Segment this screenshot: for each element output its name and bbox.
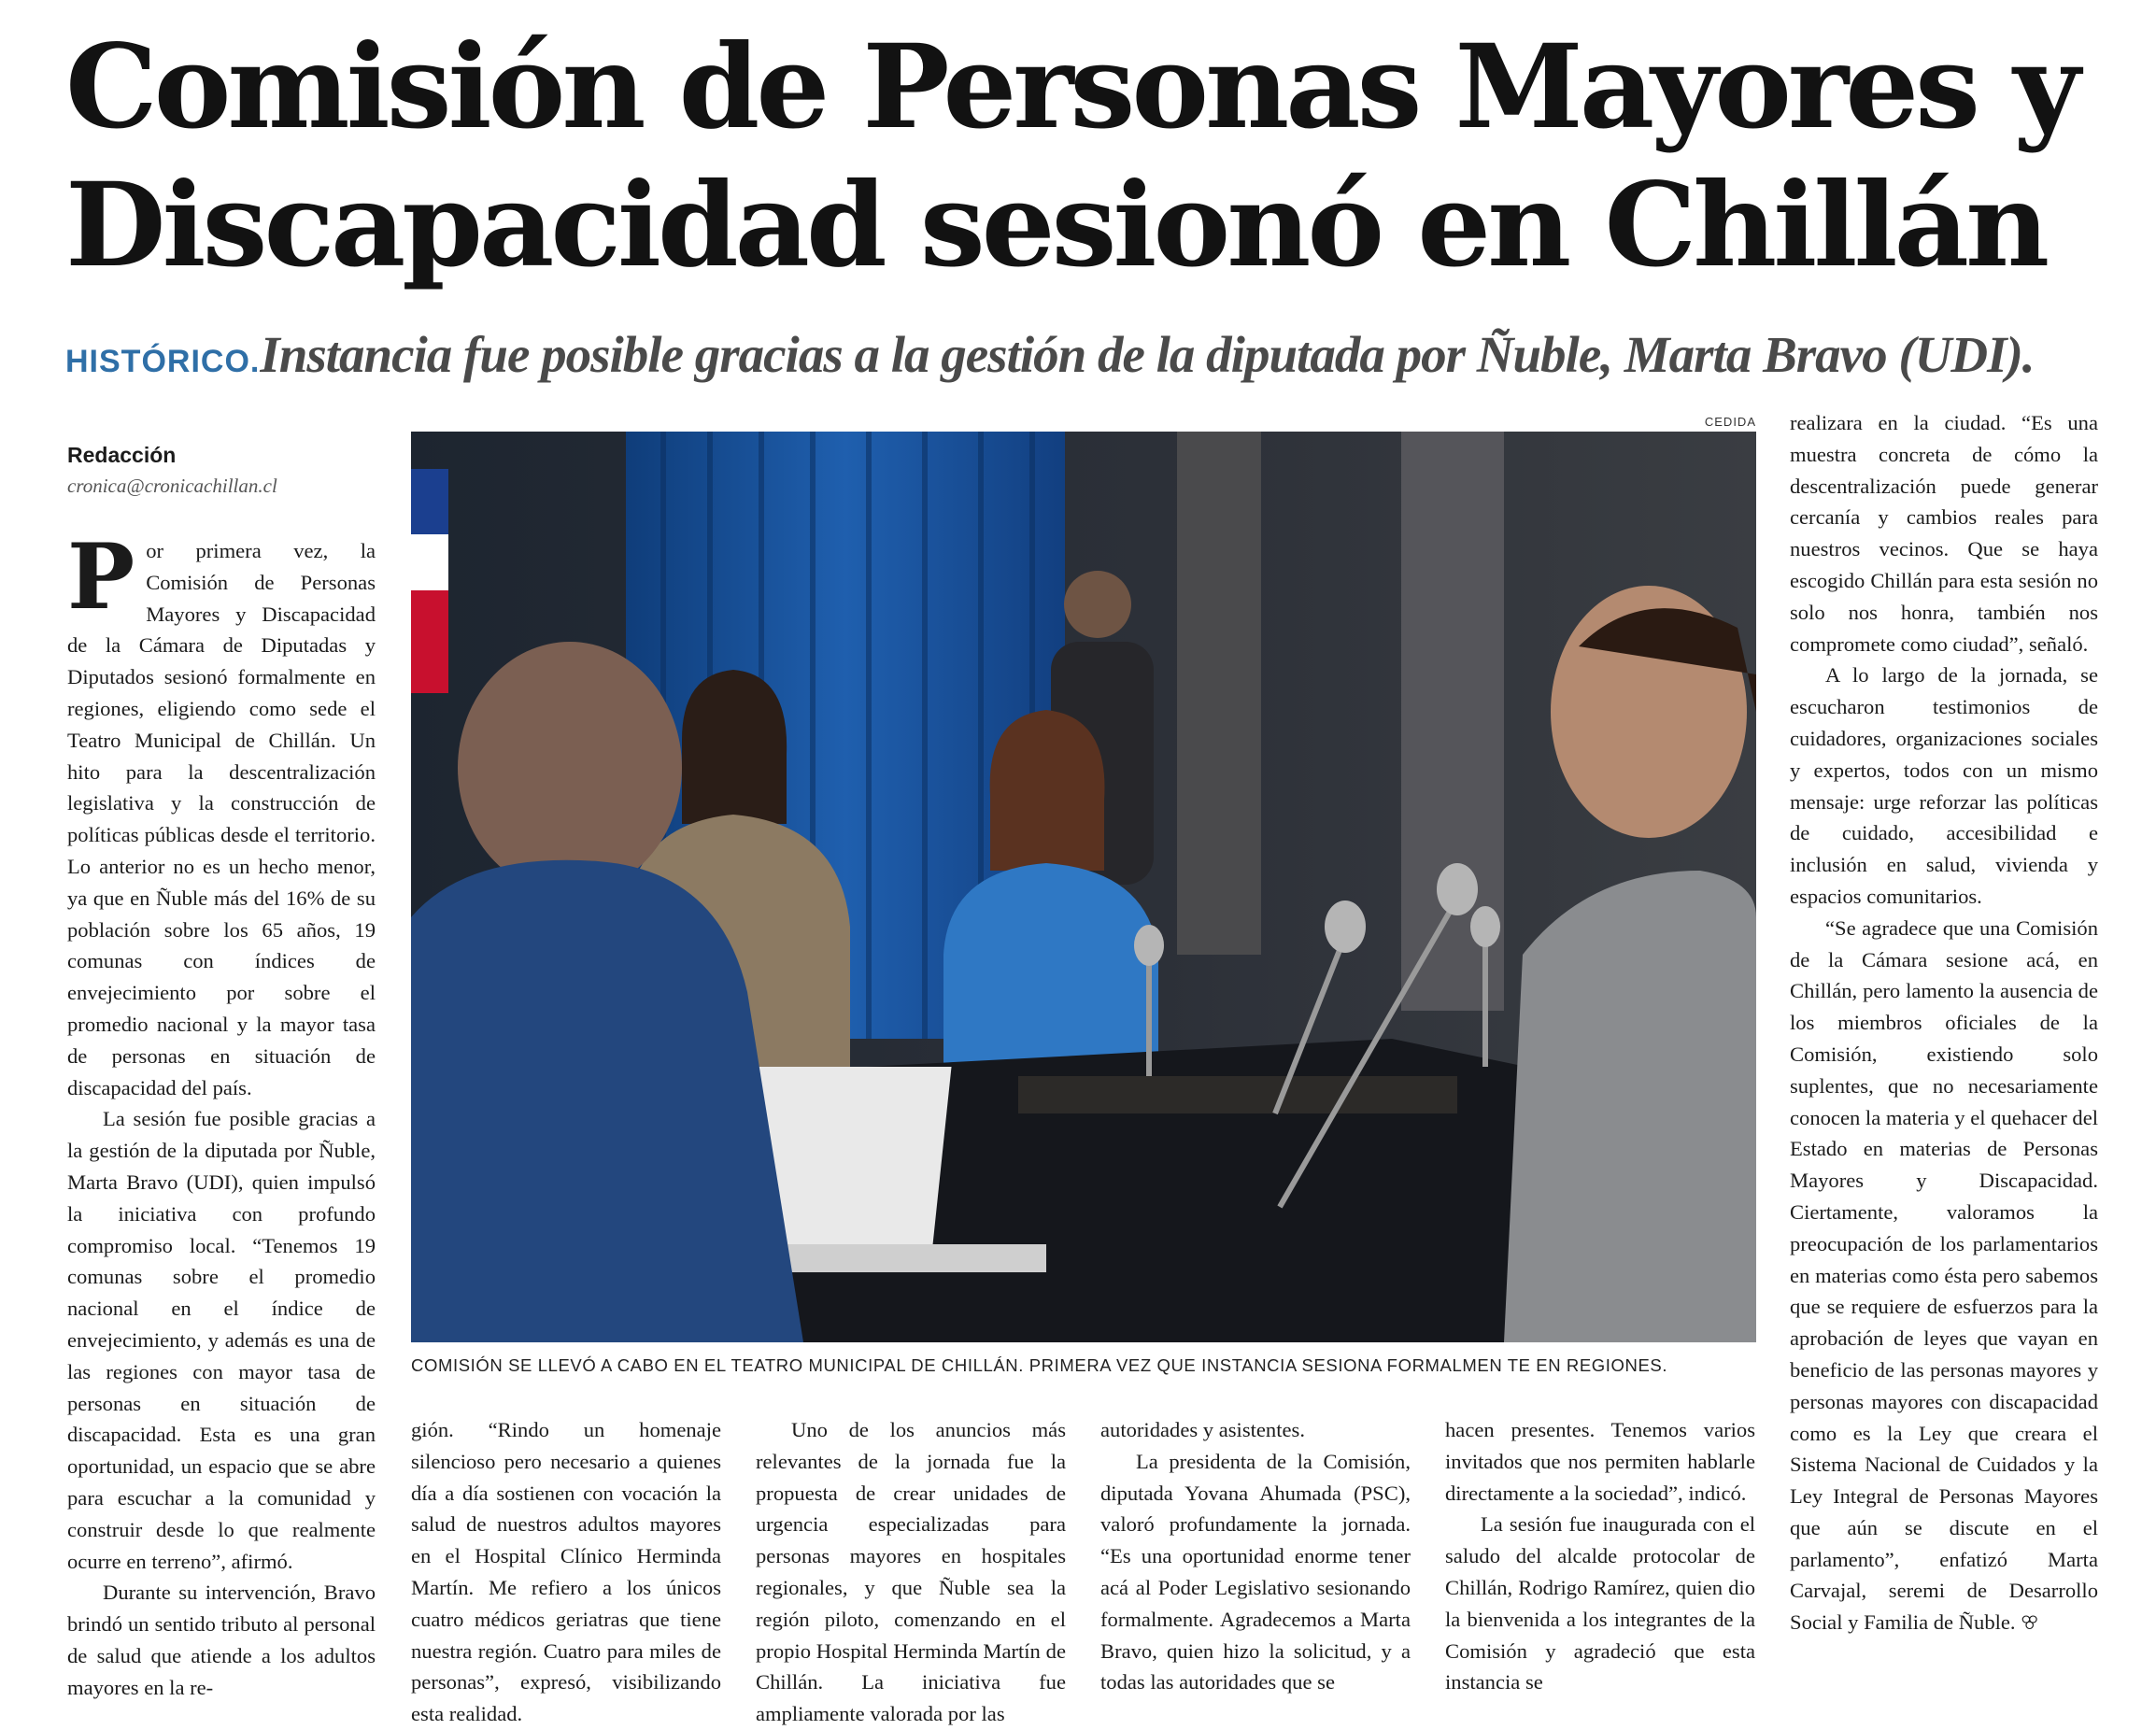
photo-credit: CEDIDA	[1704, 415, 1756, 429]
drop-cap: P	[67, 524, 135, 630]
paragraph: Durante su intervención, Bravo brindó un sentido tributo al personal de salud que atiende a los adultos mayores en la re-	[67, 1581, 376, 1699]
deck	[65, 322, 2121, 394]
article-column-5	[1445, 1414, 1755, 1713]
article-column-2	[411, 1414, 721, 1726]
paragraph: realizara en la ciudad. “Es una muestra concreta de cómo la descentralización puede generar cercanía y cambios reales para nuestros vecinos. Que se haya escogido Chillán para esta sesión no solo nos honra, también nos compromete como ciudad”, señaló.	[1790, 411, 2098, 656]
kicker: HISTÓRICO.	[65, 344, 261, 379]
byline-name: Redacción	[67, 443, 177, 467]
paragraph: hacen presentes. Tenemos varios invitados que nos permiten hablarle directamente a la sociedad”, indicó.	[1445, 1418, 1755, 1505]
paragraph-text: or primera vez, la Comisión de Personas Mayores y Discapacidad de la Cámara de Diputadas y Diputados sesionó formalmente en regiones, eligiendo como sede el Teatro Municipal de Chillán. Un hito para la descentralización legislativa y la construcción de políticas públicas desde el territorio. Lo anterior no es un hecho menor, ya que en Ñuble más del 16% de su población sobre los 65 años, 19 comunas con índices de envejecimiento por sobre el promedio nacional y la mayor tasa de personas en situación de discapacidad del país.	[67, 539, 376, 1099]
headline: Comisión de Personas Mayores y Discapacidad sesionó en Chillán	[65, 20, 2078, 293]
paragraph: Uno de los anuncios más relevantes de la jornada fue la propuesta de crear unidades de urgencia especializadas para personas mayores en hospitales regionales, y que Ñuble sea la región piloto, comenzando en el propio Hospital Herminda Martín de Chillán. La iniciativa fue ampliamente valorada por las	[756, 1418, 1066, 1726]
paragraph: La presidenta de la Comisión, diputada Yovana Ahumada (PSC), valoró profundamente la jornada. “Es una oportunidad enorme tener acá al Poder Legislativo sesionando formalmente. Agradecemos a Marta Bravo, quien hizo la solicitud, y a todas las autoridades que se	[1100, 1449, 1411, 1695]
end-of-article-icon: ꕢ	[2021, 1611, 2039, 1635]
article-column-1	[67, 524, 376, 1712]
paragraph: autoridades y asistentes.	[1100, 1418, 1305, 1441]
photo-caption: COMISIÓN SE LLEVÓ A CABO EN EL TEATRO MUNICIPAL DE CHILLÁN. PRIMERA VEZ QUE INSTANCIA SESIONA FORMALMEN TE EN REGIONES.	[411, 1355, 1668, 1375]
article-column-3	[756, 1414, 1066, 1726]
paragraph: La sesión fue posible gracias a la gestión de la diputada por Ñuble, Marta Bravo (UDI), quien impulsó la iniciativa con profundo compromiso local. “Tenemos 19 comunas sobre el promedio nacional en el índice de envejecimiento, y además es una de las regiones con mayor tasa de personas en situación de discapacidad. Esta es una gran oportunidad, un espacio que se abre para escuchar a la comunidad y construir desde lo que realmente ocurre en terreno”, afirmó.	[67, 1107, 376, 1573]
article-column-6	[1790, 407, 2098, 1713]
paragraph: La sesión fue inaugurada con el saludo del alcalde protocolar de Chillán, Rodrigo Ramírez, quien dio la bienvenida a los integrantes de la Comisión y agradeció que esta instancia se	[1445, 1512, 1755, 1695]
deck-text: Instancia fue posible gracias a la gestión de la diputada por Ñuble, Marta Bravo (UDI).	[260, 326, 2035, 383]
article-photo	[411, 432, 1756, 1342]
paragraph: A lo largo de la jornada, se escucharon testimonios de cuidadores, organizaciones sociales y expertos, todos con un mismo mensaje: urge reforzar las políticas de cuidado, accesibilidad e inclusión en salud, vivienda y espacios comunitarios.	[1790, 663, 2098, 908]
paragraph	[1790, 913, 2098, 1639]
article-column-4	[1100, 1414, 1411, 1713]
paragraph: gión. “Rindo un homenaje silencioso pero necesario a quienes día a día sostienen con vocación la salud de nuestros adultos mayores en el Hospital Clínico Herminda Martín. Me refiero a los únicos cuatro médicos geriatras que tiene nuestra región. Cuatro para miles de personas”, expresó, visibilizando esta realidad.	[411, 1418, 721, 1726]
paragraph-text: “Se agradece que una Comisión de la Cámara sesione acá, en Chillán, pero lamento la ausencia de los miembros oficiales de la Comisión, existiendo solo suplentes, que no necesariamente conocen la materia y el quehacer del Estado en materias de Personas Mayores y Discapacidad. Ciertamente, valoramos la preocupación de los parlamentarios en materias como ésta pero sabemos que se requiere de esfuerzos para la aprobación de leyes que vayan en beneficio de las personas mayores y personas mayores con discapacidad como es la Ley que creara el Sistema Nacional de Cuidados y la Ley Integral de Personas Mayores que aún se discute en el parlamento”, enfatizó Marta Carvajal, seremi de Desarrollo Social y Familia de Ñuble.	[1790, 915, 2098, 1635]
byline	[67, 439, 366, 501]
paragraph	[67, 524, 376, 1103]
byline-email: cronica@cronicachillan.cl	[67, 475, 277, 497]
photo-illustration	[411, 432, 1756, 1342]
